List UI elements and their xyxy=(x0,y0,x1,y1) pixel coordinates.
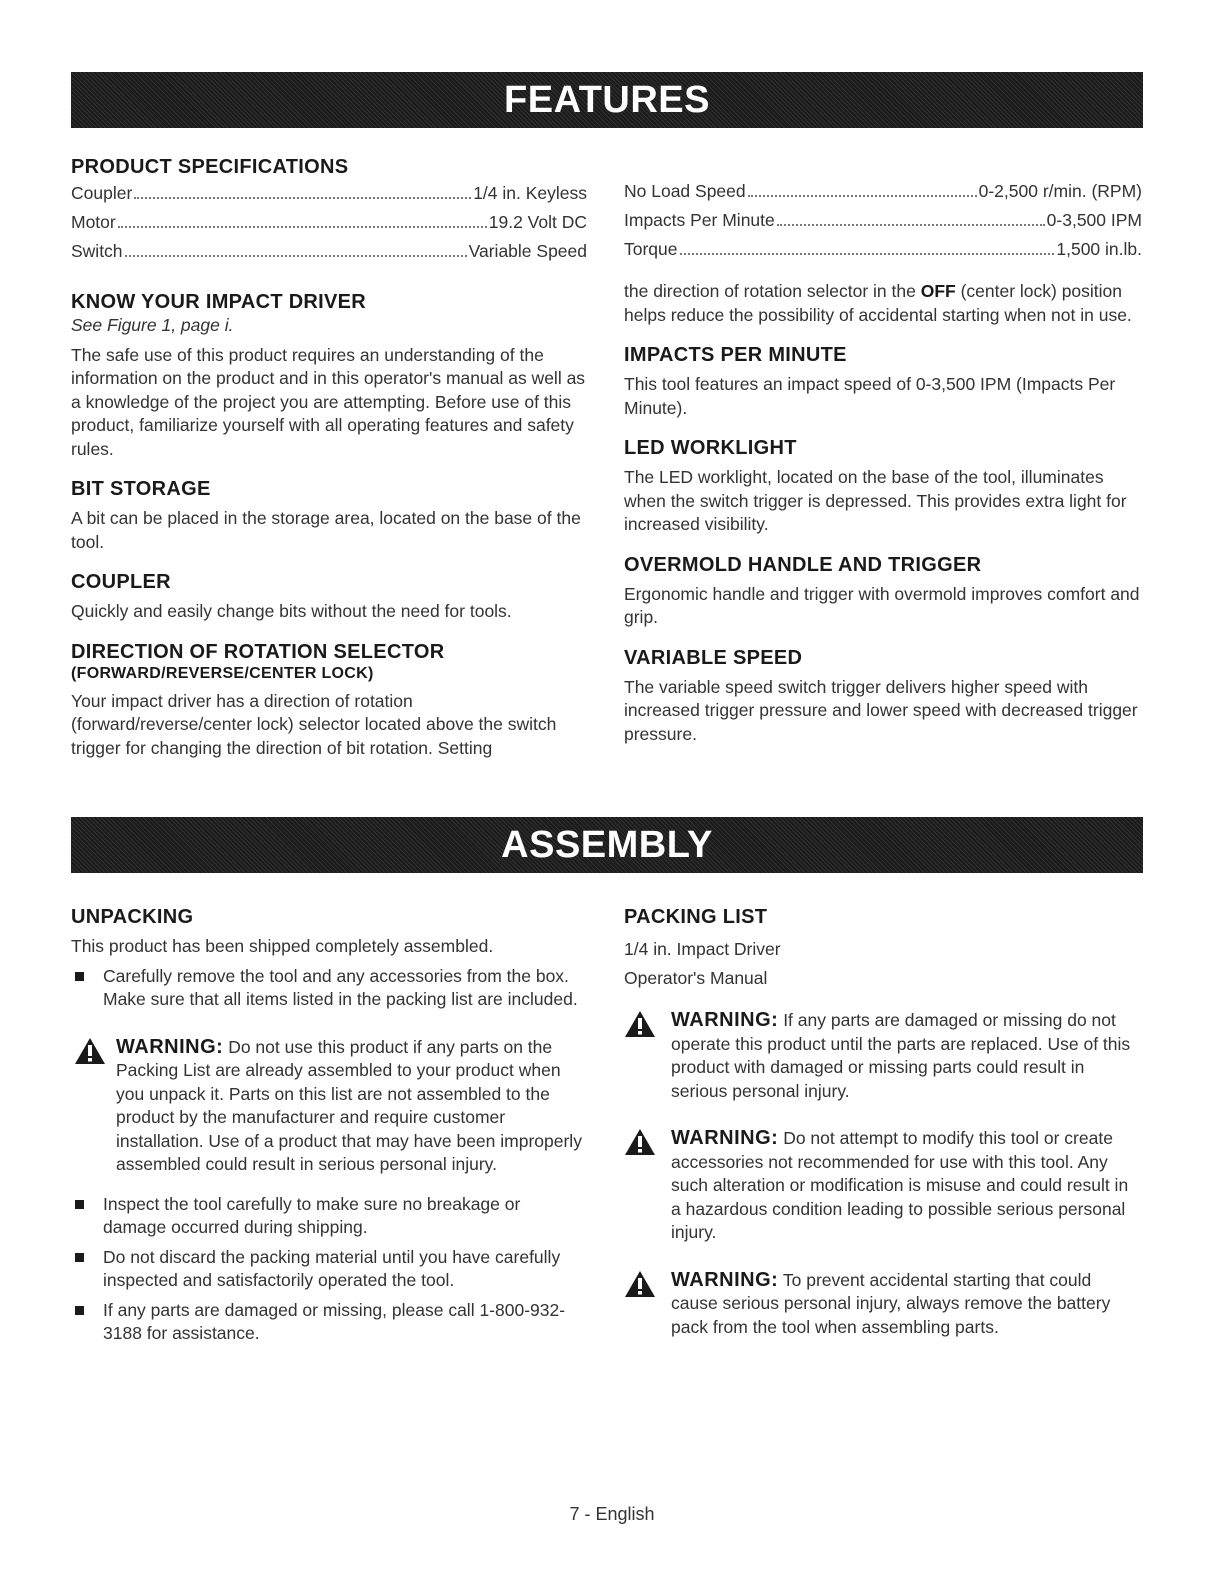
warning-block xyxy=(624,1269,1142,1340)
packing-list-item: Operator's Manual xyxy=(624,968,768,988)
page-number: 7 - English xyxy=(569,1504,655,1524)
overmold-handle-heading: OVERMOLD HANDLE AND TRIGGER xyxy=(624,553,982,576)
coupler-body: Quickly and easily change bits without the need for tools. xyxy=(71,601,512,621)
warning-label: WARNING: xyxy=(671,1268,779,1291)
list-item: If any parts are damaged or missing, please call 1-800-932-3188 for assistance. xyxy=(71,1299,587,1346)
product-specifications-heading: PRODUCT SPECIFICATIONS xyxy=(71,156,349,178)
direction-selector-body: Your impact driver has a direction of rotation (forward/reverse/center lock) selector located above the switch trigger for changing the direction of bit rotation. Setting xyxy=(71,690,557,758)
variable-speed-body: The variable speed switch trigger delivers higher speed with increased trigger pressure and lower speed with decreased trigger pressure. xyxy=(624,676,1138,744)
assembly-left-column xyxy=(71,905,587,1346)
features-banner-title: FEATURES xyxy=(504,78,710,121)
spec-row: No Load Speed 0-2,500 r/min. (RPM) xyxy=(624,181,1142,201)
variable-speed-heading: VARIABLE SPEED xyxy=(624,646,803,669)
know-your-impact-driver-body: The safe use of this product requires an understanding of the information on the product and in this operator's manual as well as a knowledge of the project you are attempting. Before use of this product, familiarize yourself with all operating features and safety rules. xyxy=(71,344,586,459)
bit-storage-body: A bit can be placed in the storage area, located on the base of the tool. xyxy=(71,508,581,552)
packing-list-heading: PACKING LIST xyxy=(624,906,768,928)
spec-row: Torque 1,500 in.lb. xyxy=(624,239,1142,259)
unpacking-intro: This product has been shipped completely assembled. xyxy=(71,936,494,956)
list-item: Carefully remove the tool and any accessories from the box. Make sure that all items listed in the packing list are included. xyxy=(71,965,587,1012)
warning-text: Do not attempt to modify this tool or create accessories not recommended for use with this tool. Any such alteration or modification is misuse and could result in a hazardous condition leading to possible serious personal injury. xyxy=(671,1128,1129,1242)
direction-selector-continued: the direction of rotation selector in the OFF (center lock) position helps reduce the possibility of accidental starting when not in use. xyxy=(624,281,1132,325)
figure-reference: See Figure 1, page i. xyxy=(71,315,234,335)
direction-selector-subheading: (FORWARD/REVERSE/CENTER LOCK) xyxy=(71,664,374,682)
list-item: Do not discard the packing material until you have carefully inspected and satisfactorily operated the tool. xyxy=(71,1246,587,1293)
warning-label: WARNING: xyxy=(671,1127,779,1149)
impacts-per-minute-body: This tool features an impact speed of 0-3,500 IPM (Impacts Per Minute). xyxy=(624,374,1116,418)
know-your-impact-driver-heading: KNOW YOUR IMPACT DRIVER xyxy=(71,291,367,313)
assembly-banner-title: ASSEMBLY xyxy=(501,823,713,866)
warning-triangle-icon xyxy=(624,1127,671,1245)
assembly-right-column xyxy=(624,905,1142,1339)
spec-row: Coupler 1/4 in. Keyless xyxy=(71,183,587,203)
warning-block xyxy=(624,1127,1142,1245)
spec-row: Motor 19.2 Volt DC xyxy=(71,212,587,232)
direction-selector-heading: DIRECTION OF ROTATION SELECTOR xyxy=(71,640,445,663)
impacts-per-minute-heading: IMPACTS PER MINUTE xyxy=(624,344,847,366)
spec-row: Impacts Per Minute 0-3,500 IPM xyxy=(624,210,1142,230)
led-worklight-body: The LED worklight, located on the base of the tool, illuminates when the switch trigger is depressed. This provides extra light for increased visibility. xyxy=(624,467,1127,534)
unpacking-heading: UNPACKING xyxy=(71,906,194,928)
coupler-heading: COUPLER xyxy=(71,571,171,593)
overmold-handle-body: Ergonomic handle and trigger with overmold improves comfort and grip. xyxy=(624,583,1140,627)
warning-block xyxy=(624,1009,1142,1103)
spec-list-left xyxy=(71,179,587,266)
bullet-square-icon xyxy=(75,1253,84,1262)
warning-text: To prevent accidental starting that could cause serious personal injury, always remove the battery pack from the tool when assembling parts. xyxy=(671,1269,1111,1337)
assembly-banner xyxy=(71,817,1143,873)
packing-list-item: 1/4 in. Impact Driver xyxy=(624,939,781,959)
warning-block xyxy=(74,1036,587,1177)
led-worklight-heading: LED WORKLIGHT xyxy=(624,437,797,459)
list-item: Inspect the tool carefully to make sure no breakage or damage occurred during shipping. xyxy=(71,1193,587,1240)
bit-storage-heading: BIT STORAGE xyxy=(71,478,211,500)
bullet-square-icon xyxy=(75,1306,84,1315)
warning-text: Do not use this product if any parts on the Packing List are already assembled to your product when you unpack it. Parts on this list are not assembled to the product by the manufacturer and require customer installation. Use of a product that may have been improperly assembled could result in serious personal injury. xyxy=(116,1036,582,1174)
features-left-column xyxy=(71,155,587,760)
warning-triangle-icon xyxy=(74,1036,116,1177)
spec-list-right xyxy=(624,177,1142,264)
bullet-square-icon xyxy=(75,972,84,981)
spec-row: Switch Variable Speed xyxy=(71,241,587,261)
features-banner xyxy=(71,72,1143,128)
warning-triangle-icon xyxy=(624,1269,671,1340)
warning-text: If any parts are damaged or missing do not operate this product until the parts are replaced. Use of this product with damaged or missing parts could result in serious personal injury. xyxy=(671,1010,1131,1101)
warning-label: WARNING: xyxy=(116,1035,224,1058)
features-right-column xyxy=(624,177,1142,746)
bullet-square-icon xyxy=(75,1200,84,1209)
warning-triangle-icon xyxy=(624,1009,671,1103)
warning-label: WARNING: xyxy=(671,1009,779,1031)
